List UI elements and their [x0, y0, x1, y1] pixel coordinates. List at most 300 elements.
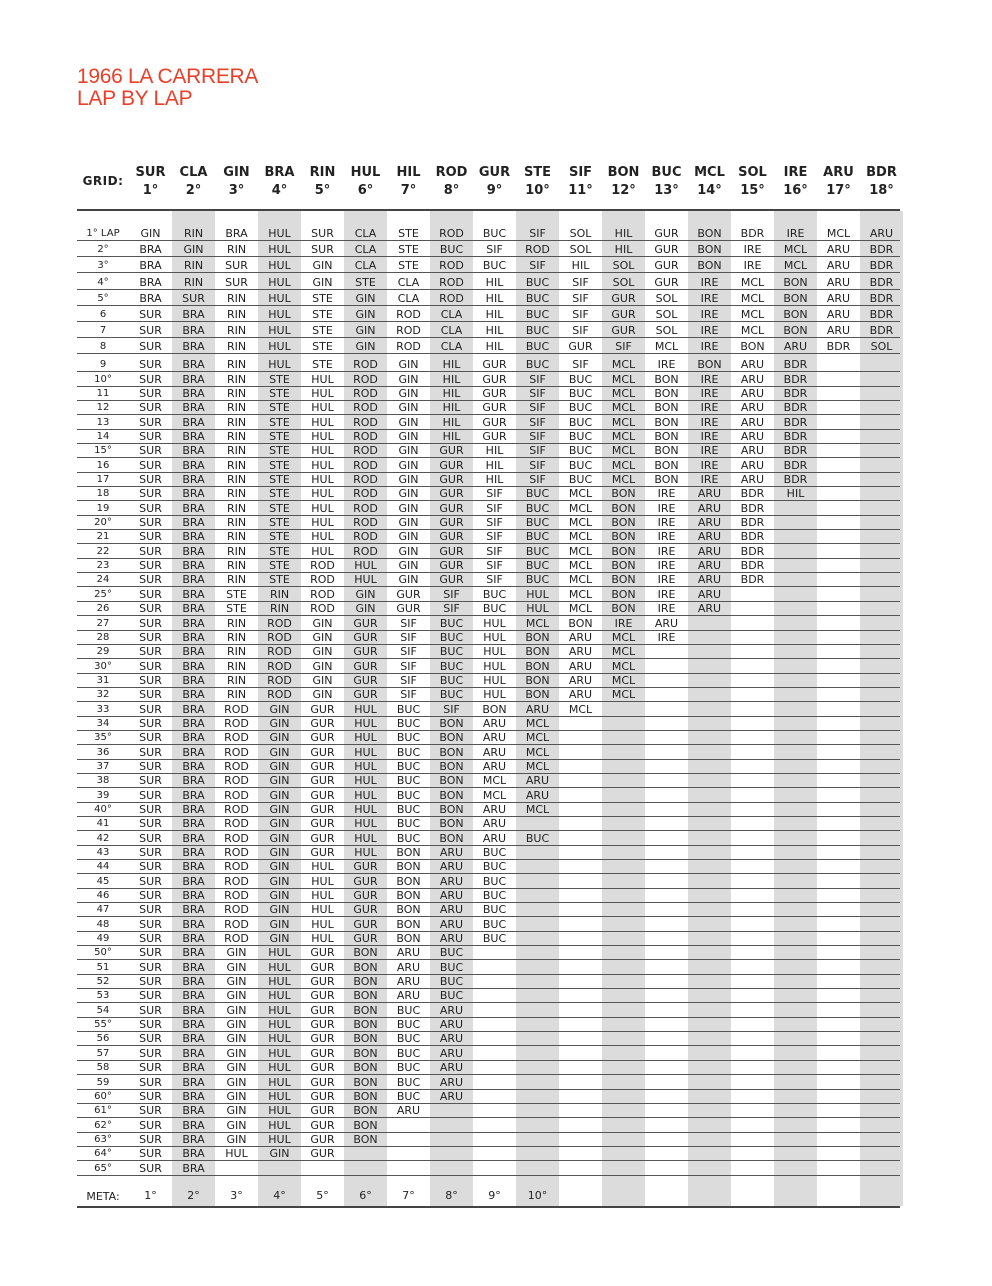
- position-cell: RIN: [226, 415, 247, 429]
- position-cell: BUC: [396, 702, 421, 716]
- position-cell: ROD: [353, 401, 378, 415]
- position-cell: ROD: [353, 444, 378, 458]
- position-cell: BRA: [182, 587, 205, 601]
- lap-row: [77, 516, 900, 530]
- position-cell: ARU: [568, 673, 593, 687]
- position-cell: ROD: [267, 659, 292, 673]
- position-cell: SUR: [139, 846, 162, 859]
- lap-number: 27: [96, 617, 110, 629]
- position-cell: BON: [353, 1104, 378, 1118]
- position-cell: GUR: [310, 1147, 335, 1161]
- position-cell: SUR: [139, 602, 162, 616]
- position-cell: BUC: [396, 788, 421, 802]
- lap-number: 6: [99, 308, 107, 320]
- position-cell: SUR: [139, 1118, 162, 1132]
- position-cell: STE: [269, 415, 290, 429]
- position-cell: GUR: [353, 673, 378, 687]
- position-cell: RIN: [226, 673, 247, 687]
- position-cell: ROD: [224, 716, 249, 730]
- lap-row: [77, 760, 900, 774]
- position-cell: GIN: [269, 759, 290, 773]
- position-cell: BUC: [396, 817, 421, 831]
- position-cell: BUC: [568, 430, 593, 444]
- lap-number: 14: [96, 431, 110, 443]
- position-cell: SOL: [655, 324, 678, 338]
- position-cell: ARU: [740, 473, 765, 487]
- position-cell: GIN: [226, 1104, 247, 1118]
- position-cell: BUC: [525, 573, 550, 587]
- position-cell: HUL: [268, 1061, 291, 1075]
- lap-row: [77, 354, 900, 372]
- position-cell: HIL: [614, 243, 633, 257]
- position-cell: HUL: [483, 688, 506, 702]
- position-cell: IRE: [657, 630, 676, 644]
- lap-number: 61°: [94, 1105, 112, 1117]
- position-cell: IRE: [700, 372, 719, 386]
- position-cell: BUC: [439, 989, 464, 1003]
- lap-number: 16: [96, 459, 110, 471]
- position-cell: ARU: [396, 975, 421, 989]
- lap-row: [77, 1046, 900, 1060]
- position-cell: BRA: [182, 1032, 205, 1046]
- position-cell: GIN: [226, 1046, 247, 1060]
- grid-driver-code: ARU: [823, 165, 854, 180]
- position-cell: GUR: [353, 932, 378, 946]
- position-cell: ROD: [224, 745, 249, 759]
- position-cell: BON: [353, 1089, 378, 1103]
- position-cell: BUC: [568, 458, 593, 472]
- position-cell: GIN: [269, 917, 290, 931]
- lap-row: [77, 932, 900, 946]
- position-cell: SIF: [572, 291, 589, 305]
- grid-column-header: [860, 164, 903, 200]
- position-cell: SUR: [139, 860, 162, 874]
- position-cell: SUR: [139, 1032, 162, 1046]
- position-cell: HUL: [354, 802, 377, 816]
- position-cell: ARU: [482, 802, 507, 816]
- position-cell: BUC: [482, 874, 507, 888]
- position-cell: IRE: [700, 275, 719, 289]
- position-cell: HUL: [311, 372, 334, 386]
- position-cell: GUR: [353, 659, 378, 673]
- position-cell: SUR: [139, 444, 162, 458]
- lap-row: [77, 989, 900, 1003]
- position-cell: GIN: [355, 324, 376, 338]
- position-cell: GIN: [398, 544, 419, 558]
- position-cell: GIN: [398, 530, 419, 544]
- lap-row: [77, 290, 900, 306]
- position-cell: GUR: [310, 745, 335, 759]
- position-cell: HUL: [268, 975, 291, 989]
- position-cell: ARU: [826, 291, 851, 305]
- position-cell: BRA: [182, 616, 205, 630]
- position-cell: CLA: [354, 259, 377, 273]
- position-cell: BUC: [568, 372, 593, 386]
- position-cell: SUR: [139, 544, 162, 558]
- position-cell: SUR: [139, 473, 162, 487]
- position-cell: MCL: [740, 307, 765, 321]
- lap-number: 56: [96, 1033, 110, 1045]
- position-cell: BRA: [182, 1089, 205, 1103]
- position-cell: BUC: [482, 889, 507, 903]
- grid-position: 6°: [357, 183, 374, 198]
- position-cell: STE: [269, 444, 290, 458]
- position-cell: GIN: [398, 358, 419, 372]
- position-cell: STE: [398, 227, 419, 240]
- position-cell: GIN: [226, 989, 247, 1003]
- position-cell: GUR: [310, 831, 335, 845]
- position-cell: GUR: [439, 544, 464, 558]
- grid-position: 11°: [568, 183, 593, 198]
- position-cell: BON: [353, 1003, 378, 1017]
- lap-row: [77, 817, 900, 831]
- position-cell: BUC: [439, 243, 464, 257]
- position-cell: IRE: [657, 530, 676, 544]
- position-cell: ARU: [740, 415, 765, 429]
- position-cell: RIN: [226, 559, 247, 573]
- position-cell: CLA: [440, 307, 463, 321]
- position-cell: HUL: [268, 960, 291, 974]
- position-cell: GIN: [269, 817, 290, 831]
- position-cell: BON: [439, 774, 464, 788]
- position-cell: GUR: [568, 340, 593, 354]
- grid-driver-code: SOL: [738, 165, 767, 180]
- position-cell: HIL: [442, 415, 461, 429]
- position-cell: HUL: [311, 473, 334, 487]
- position-cell: BON: [439, 831, 464, 845]
- position-cell: BON: [654, 473, 679, 487]
- position-cell: BON: [611, 573, 636, 587]
- position-cell: BRA: [182, 673, 205, 687]
- position-cell: ARU: [826, 259, 851, 273]
- position-cell: SOL: [612, 275, 635, 289]
- position-cell: BON: [353, 1118, 378, 1132]
- position-cell: SUR: [139, 530, 162, 544]
- position-cell: GIN: [269, 745, 290, 759]
- position-cell: SUR: [139, 645, 162, 659]
- position-cell: STE: [269, 401, 290, 415]
- lap-number: 54: [96, 1004, 110, 1016]
- lap-row: [77, 458, 900, 472]
- grid-column-header: [430, 164, 473, 200]
- position-cell: ARU: [697, 544, 722, 558]
- position-cell: RIN: [226, 291, 247, 305]
- position-cell: BDR: [740, 530, 765, 544]
- position-cell: HUL: [483, 630, 506, 644]
- position-cell: HIL: [485, 307, 504, 321]
- lap-number: 8: [99, 341, 107, 353]
- position-cell: MCL: [611, 645, 636, 659]
- position-cell: HUL: [311, 501, 334, 515]
- lap-row: [77, 338, 900, 354]
- position-cell: GIN: [269, 846, 290, 859]
- position-cell: BON: [654, 401, 679, 415]
- position-cell: IRE: [657, 501, 676, 515]
- position-cell: BUC: [482, 846, 507, 859]
- grid-driver-code: HUL: [350, 165, 381, 180]
- position-cell: BUC: [439, 630, 464, 644]
- position-cell: GUR: [482, 372, 507, 386]
- position-cell: ARU: [568, 645, 593, 659]
- position-cell: STE: [312, 307, 333, 321]
- position-cell: BRA: [182, 960, 205, 974]
- lap-row: [77, 903, 900, 917]
- position-cell: BON: [611, 487, 636, 501]
- lap-row: [77, 717, 900, 731]
- position-cell: ROD: [396, 340, 421, 354]
- position-cell: BON: [654, 387, 679, 400]
- position-cell: IRE: [700, 401, 719, 415]
- position-cell: SUR: [139, 759, 162, 773]
- position-cell: MCL: [482, 788, 507, 802]
- position-cell: GUR: [310, 788, 335, 802]
- position-cell: BUC: [568, 415, 593, 429]
- position-cell: ARU: [482, 759, 507, 773]
- position-cell: GIN: [355, 602, 376, 616]
- position-cell: GUR: [482, 401, 507, 415]
- lap-number: 13: [96, 416, 110, 428]
- grid-column-header: [258, 164, 301, 200]
- lap-number: 1° LAP: [86, 228, 120, 239]
- position-cell: GIN: [226, 1132, 247, 1146]
- lap-number: 3°: [97, 260, 109, 272]
- position-cell: ARU: [525, 788, 550, 802]
- lap-number: 41: [96, 818, 110, 830]
- position-cell: BRA: [182, 659, 205, 673]
- position-cell: SUR: [139, 889, 162, 903]
- position-cell: ROD: [310, 587, 335, 601]
- position-cell: MCL: [611, 688, 636, 702]
- position-cell: GIN: [398, 473, 419, 487]
- position-cell: MCL: [611, 659, 636, 673]
- position-cell: BUC: [525, 291, 550, 305]
- position-cell: BON: [353, 946, 378, 960]
- lap-row: [77, 1104, 900, 1118]
- grid-driver-code: BUC: [651, 165, 682, 180]
- position-cell: BRA: [139, 275, 162, 289]
- position-cell: GIN: [355, 340, 376, 354]
- position-cell: HIL: [485, 473, 504, 487]
- position-cell: BRA: [182, 788, 205, 802]
- position-cell: BDR: [783, 458, 808, 472]
- position-cell: BRA: [182, 932, 205, 946]
- position-cell: IRE: [657, 602, 676, 616]
- lap-number: 33: [96, 703, 110, 715]
- position-cell: ROD: [353, 458, 378, 472]
- position-cell: BRA: [182, 917, 205, 931]
- grid-column-header: [387, 164, 430, 200]
- position-cell: BDR: [783, 444, 808, 458]
- position-cell: SIF: [400, 688, 417, 702]
- position-cell: BRA: [182, 802, 205, 816]
- position-cell: GIN: [183, 243, 204, 257]
- grid-column-header: [129, 164, 172, 200]
- position-cell: ROD: [396, 307, 421, 321]
- position-cell: BUC: [396, 831, 421, 845]
- position-cell: BRA: [182, 573, 205, 587]
- position-cell: STE: [312, 324, 333, 338]
- position-cell: BUC: [439, 673, 464, 687]
- position-cell: BON: [439, 759, 464, 773]
- position-cell: ARU: [697, 530, 722, 544]
- grid-column-header: [215, 164, 258, 200]
- position-cell: BON: [611, 516, 636, 530]
- position-cell: MCL: [568, 573, 593, 587]
- position-cell: BON: [396, 903, 421, 917]
- position-cell: ARU: [783, 340, 808, 354]
- position-cell: ROD: [224, 903, 249, 917]
- grid-driver-code: BON: [607, 165, 640, 180]
- lap-number: 40°: [94, 803, 112, 815]
- position-cell: ROD: [224, 860, 249, 874]
- position-cell: GIN: [398, 401, 419, 415]
- position-cell: GUR: [353, 917, 378, 931]
- position-cell: BUC: [568, 444, 593, 458]
- position-cell: GUR: [310, 716, 335, 730]
- position-cell: MCL: [611, 673, 636, 687]
- lap-number: 20°: [94, 517, 112, 529]
- grid-position: 4°: [271, 183, 288, 198]
- position-cell: SUR: [139, 745, 162, 759]
- position-cell: ARU: [740, 401, 765, 415]
- position-cell: MCL: [525, 759, 550, 773]
- position-cell: HUL: [311, 917, 334, 931]
- position-cell: BON: [439, 731, 464, 745]
- position-cell: BRA: [182, 1018, 205, 1032]
- position-cell: BRA: [182, 731, 205, 745]
- position-cell: BRA: [182, 688, 205, 702]
- position-cell: RIN: [226, 544, 247, 558]
- position-cell: BON: [396, 917, 421, 931]
- lap-row: [77, 473, 900, 487]
- position-cell: BRA: [182, 516, 205, 530]
- position-cell: BON: [353, 975, 378, 989]
- grid-position: 1°: [142, 183, 159, 198]
- grid-driver-code: BDR: [866, 165, 897, 180]
- position-cell: SIF: [400, 616, 417, 630]
- lap-number: 49: [96, 933, 110, 945]
- position-cell: ARU: [439, 846, 464, 859]
- lap-number: 4°: [97, 276, 109, 288]
- position-cell: IRE: [700, 387, 719, 400]
- position-cell: BUC: [568, 473, 593, 487]
- lap-row: [77, 917, 900, 931]
- position-cell: GUR: [310, 774, 335, 788]
- position-cell: GIN: [226, 1032, 247, 1046]
- position-cell: STE: [269, 559, 290, 573]
- position-cell: ARU: [439, 860, 464, 874]
- position-cell: SUR: [139, 573, 162, 587]
- lap-number: 11: [96, 388, 110, 399]
- position-cell: ARU: [439, 903, 464, 917]
- position-cell: BUC: [482, 932, 507, 946]
- position-cell: SOL: [612, 259, 635, 273]
- lap-row: [77, 401, 900, 415]
- finish-position: 4°: [273, 1189, 286, 1202]
- position-cell: BON: [654, 430, 679, 444]
- position-cell: GIN: [355, 587, 376, 601]
- position-cell: MCL: [611, 387, 636, 400]
- position-cell: BUC: [525, 340, 550, 354]
- position-cell: MCL: [525, 616, 550, 630]
- position-cell: ARU: [740, 372, 765, 386]
- position-cell: BON: [439, 817, 464, 831]
- position-cell: STE: [269, 487, 290, 501]
- position-cell: ARU: [740, 430, 765, 444]
- position-cell: BRA: [182, 602, 205, 616]
- position-cell: HUL: [526, 587, 549, 601]
- position-cell: BDR: [826, 340, 851, 354]
- position-cell: BUC: [525, 559, 550, 573]
- position-cell: ARU: [482, 817, 507, 831]
- position-cell: HUL: [268, 1046, 291, 1060]
- position-cell: ARU: [439, 1018, 464, 1032]
- position-cell: BUC: [396, 1018, 421, 1032]
- position-cell: GIN: [398, 458, 419, 472]
- position-cell: ROD: [353, 544, 378, 558]
- position-cell: SIF: [529, 372, 546, 386]
- position-cell: SIF: [529, 227, 546, 240]
- position-cell: BUC: [396, 1075, 421, 1089]
- position-cell: SUR: [139, 975, 162, 989]
- position-cell: GIN: [312, 645, 333, 659]
- lap-row: [77, 1090, 900, 1104]
- position-cell: RIN: [226, 630, 247, 644]
- position-cell: GIN: [226, 1089, 247, 1103]
- grid-driver-code: ROD: [435, 165, 468, 180]
- page-title: [77, 66, 258, 110]
- position-cell: HUL: [354, 788, 377, 802]
- position-cell: RIN: [226, 501, 247, 515]
- position-cell: BUC: [525, 501, 550, 515]
- position-cell: GUR: [353, 630, 378, 644]
- position-cell: BUC: [439, 659, 464, 673]
- lap-row: [77, 889, 900, 903]
- position-cell: HIL: [442, 430, 461, 444]
- position-cell: RIN: [226, 473, 247, 487]
- position-cell: SIF: [400, 630, 417, 644]
- grid-driver-code: CLA: [179, 165, 208, 180]
- position-cell: MCL: [568, 516, 593, 530]
- position-cell: GUR: [310, 1118, 335, 1132]
- position-cell: HIL: [485, 275, 504, 289]
- position-cell: ROD: [439, 275, 464, 289]
- position-cell: GUR: [310, 1075, 335, 1089]
- position-cell: GIN: [269, 788, 290, 802]
- grid-driver-code: HIL: [396, 165, 421, 180]
- position-cell: SOL: [870, 340, 893, 354]
- position-cell: GIN: [355, 291, 376, 305]
- position-cell: GUR: [353, 688, 378, 702]
- position-cell: HUL: [225, 1147, 248, 1161]
- position-cell: STE: [312, 340, 333, 354]
- position-cell: BRA: [182, 559, 205, 573]
- position-cell: ARU: [869, 227, 894, 240]
- title-line-1: 1966 LA CARRERA: [77, 65, 259, 88]
- position-cell: MCL: [568, 487, 593, 501]
- position-cell: GIN: [269, 903, 290, 917]
- grid-column-header: [559, 164, 602, 200]
- meta-label: META:: [86, 1190, 120, 1203]
- position-cell: HUL: [268, 1075, 291, 1089]
- position-cell: BON: [396, 932, 421, 946]
- lap-row: [77, 1147, 900, 1161]
- position-cell: BRA: [182, 430, 205, 444]
- grid-driver-code: GIN: [223, 165, 250, 180]
- position-cell: HUL: [354, 559, 377, 573]
- position-cell: GIN: [398, 387, 419, 400]
- position-cell: HUL: [268, 989, 291, 1003]
